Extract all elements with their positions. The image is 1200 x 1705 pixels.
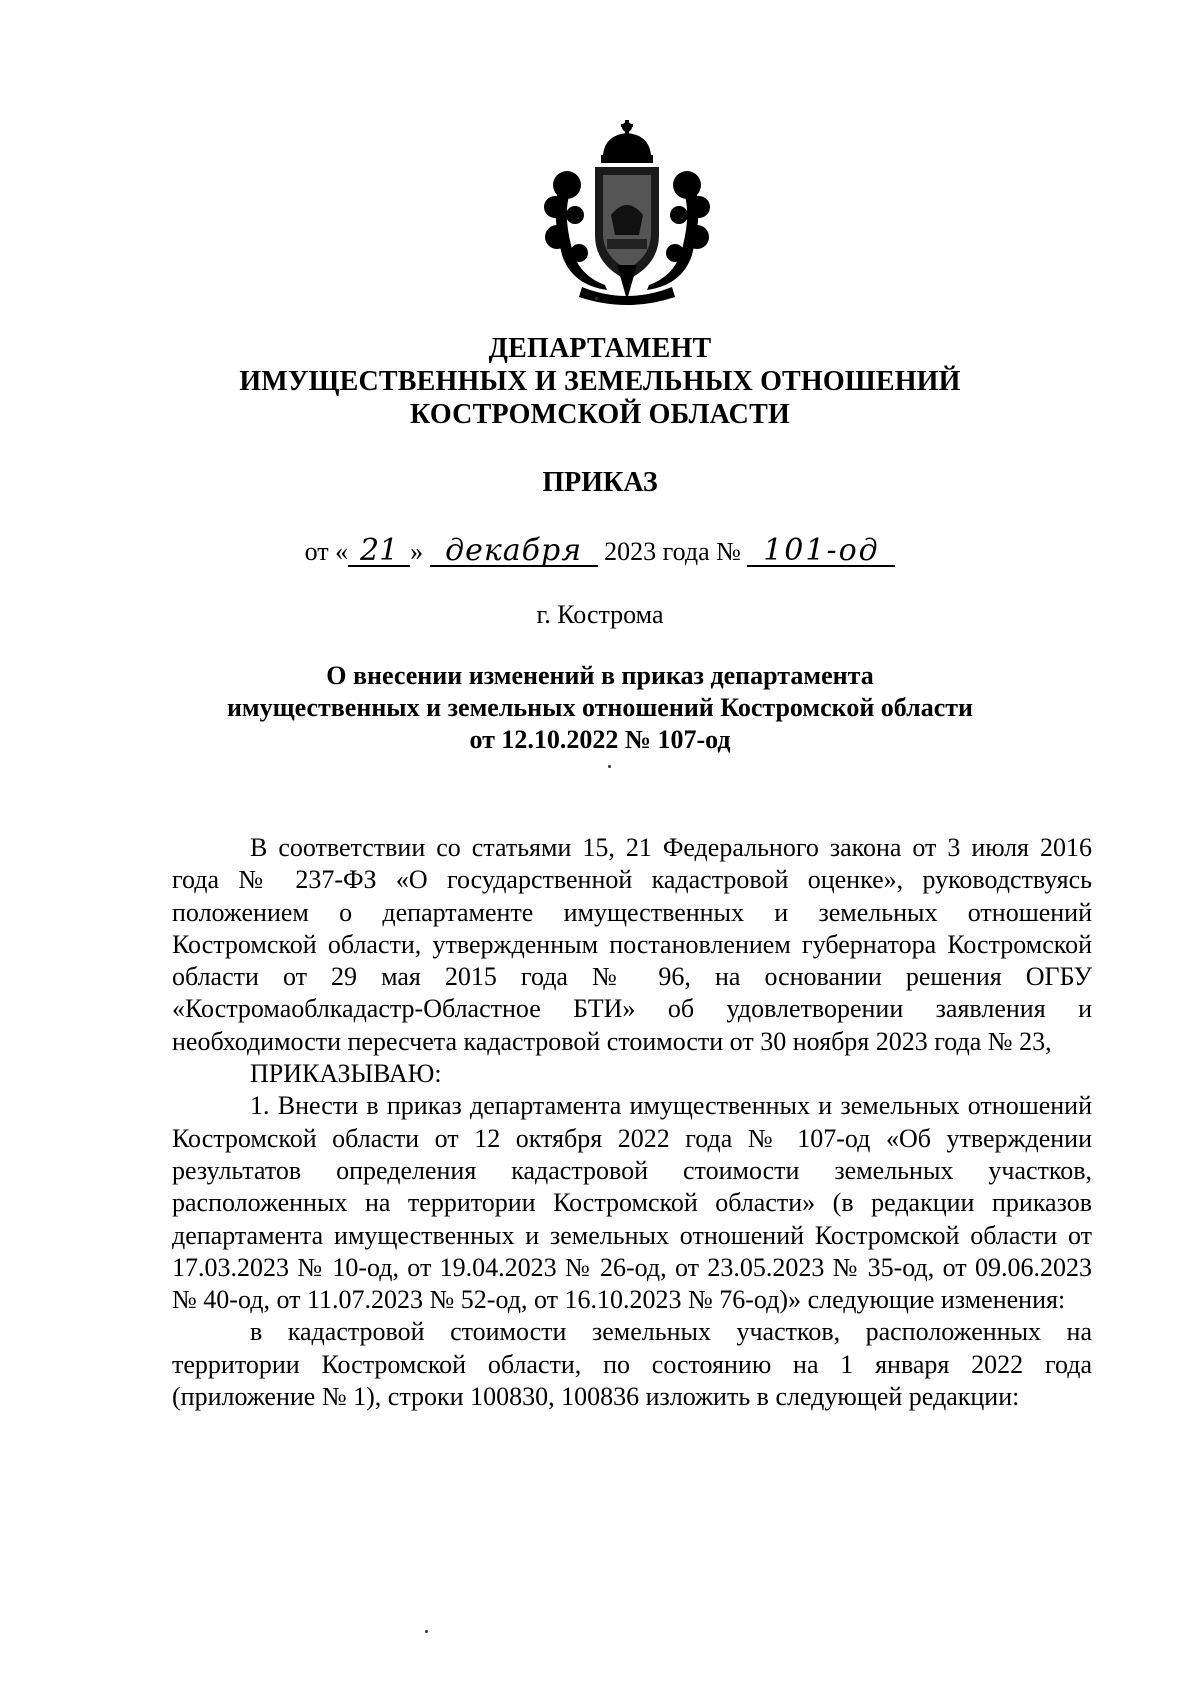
scan-speck [608, 765, 611, 768]
subject-line-3: от 12.10.2022 № 107-од [469, 725, 731, 754]
department-line-3: КОСТРОМСКОЙ ОБЛАСТИ [410, 399, 790, 430]
coat-of-arms-emblem [527, 115, 727, 315]
handwritten-month: декабря [430, 537, 598, 567]
order-word: ПРИКАЗЫВАЮ: [250, 1059, 442, 1089]
date-number-line [0, 535, 1200, 568]
order-subject [0, 660, 1200, 756]
date-year: 2023 года № [604, 537, 741, 566]
preamble-paragraph: В соответствии со статьями 15, 21 Федерального закона от 3 июля 2016 года № 237-ФЗ «О государственной кадастровой оценке», руководствуясь положением о департаменте имущественных и земельных отношений Костромской области, утвержденным постановлением губернатора Костромской области от 29 мая 2015 года № 96, на основании решения ОГБУ «Костромаоблкадастр-Областное БТИ» об удовлетворении заявления и необходимости пересчета кадастровой стоимости от 30 ноября 2023 года № 23, [172, 833, 1092, 1056]
department-line-1: ДЕПАРТАМЕНТ [488, 333, 712, 364]
clause-1-paragraph: 1. Внести в приказ департамента имущественных и земельных отношений Костромской области от 12 октября 2022 года № 107-од «Об утверждении результатов определения кадастровой стоимости земельных участков, расположенных на территории Костромской области» (в редакции приказов департамента имущественных и земельных отношений Костромской области от 17.03.2023 № 10-од, от 19.04.2023 № 26-од, от 23.05.2023 № 35-од, от 09.06.2023 № 40-од, от 11.07.2023 № 52-од, от 16.10.2023 № 76-од)» следующие изменения: [172, 1091, 1092, 1315]
date-prefix: от « [304, 537, 349, 566]
date-mid: » [410, 537, 424, 566]
scan-speck [595, 297, 598, 300]
document-type: ПРИКАЗ [542, 467, 658, 498]
handwritten-day: 21 [348, 537, 410, 567]
handwritten-order-number: 101-од [747, 537, 895, 567]
order-body [172, 832, 1092, 1413]
scan-speck [425, 1630, 428, 1633]
city-line: г. Кострома [536, 600, 664, 629]
subject-line-1: О внесении изменений в приказ департамента [326, 661, 874, 690]
changes-paragraph: в кадастровой стоимости земельных участков, расположенных на территории Костромской области, по состоянию на 1 января 2022 года (приложение № 1), строки 100830, 100836 изложить в следующей редакции: [172, 1317, 1092, 1412]
subject-line-2: имущественных и земельных отношений Костромской области [226, 693, 974, 722]
department-line-2: ИМУЩЕСТВЕННЫХ И ЗЕМЕЛЬНЫХ ОТНОШЕНИЙ [239, 366, 961, 397]
department-name [0, 332, 1200, 431]
